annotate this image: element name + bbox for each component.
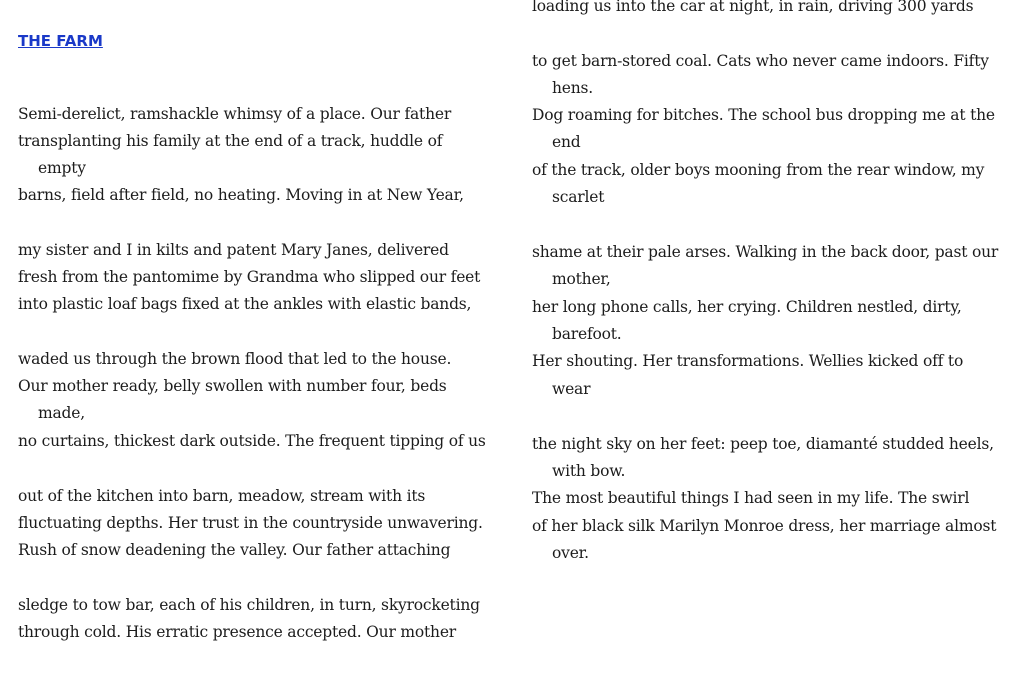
poem-line: hens. (552, 79, 594, 97)
poem-line: scarlet (552, 188, 605, 206)
poem-line: of the track, older boys mooning from the rear window, my (532, 161, 985, 179)
poem-line: Our mother ready, belly swollen with number four, beds (18, 377, 447, 395)
poem-line: sledge to tow bar, each of his children, in turn, skyrocketing (18, 596, 480, 614)
poem-line: The most beautiful things I had seen in my life. The swirl (532, 489, 970, 507)
poem-line: my sister and I in kilts and patent Mary Janes, delivered (18, 241, 449, 259)
poem-line: with bow. (552, 462, 626, 480)
poem-line: barefoot. (552, 325, 622, 343)
poem-line: into plastic loaf bags fixed at the ankles with elastic bands, (18, 295, 472, 313)
poem-line: mother, (552, 270, 611, 288)
poem-line: transplanting his family at the end of a track, huddle of (18, 132, 443, 150)
poem-line: out of the kitchen into barn, meadow, stream with its (18, 487, 426, 505)
poem-line: empty (38, 159, 86, 177)
poem-line: Rush of snow deadening the valley. Our father attaching (18, 541, 451, 559)
poem-line: no curtains, thickest dark outside. The frequent tipping of us (18, 432, 486, 450)
poem-line: fluctuating depths. Her trust in the countryside unwavering. (18, 514, 483, 532)
poem-line: fresh from the pantomime by Grandma who slipped our feet (18, 268, 481, 286)
poem-line: shame at their pale arses. Walking in the back door, past our (532, 243, 999, 261)
poem-line: made, (38, 404, 85, 422)
poem-line: loading us into the car at night, in rain, driving 300 yards (532, 0, 974, 15)
poem-line: Dog roaming for bitches. The school bus dropping me at the (532, 106, 995, 124)
poem-title-link[interactable]: THE FARM (18, 32, 103, 50)
poem-line: waded us through the brown flood that led to the house. (18, 350, 452, 368)
poem-line: the night sky on her feet: peep toe, diamanté studded heels, (532, 435, 994, 453)
poem-line: Semi-derelict, ramshackle whimsy of a place. Our father (18, 105, 452, 123)
poem-line: wear (552, 380, 591, 398)
poem-line: through cold. His erratic presence accepted. Our mother (18, 623, 457, 641)
poem-line: of her black silk Marilyn Monroe dress, her marriage almost (532, 517, 997, 535)
poem-line: end (552, 133, 581, 151)
poem-line: barns, field after field, no heating. Moving in at New Year, (18, 186, 464, 204)
poem-line: her long phone calls, her crying. Children nestled, dirty, (532, 298, 962, 316)
poem-line: Her shouting. Her transformations. Wellies kicked off to (532, 352, 964, 370)
poem-line: over. (552, 544, 589, 562)
poem-line: to get barn-stored coal. Cats who never came indoors. Fifty (532, 52, 989, 70)
